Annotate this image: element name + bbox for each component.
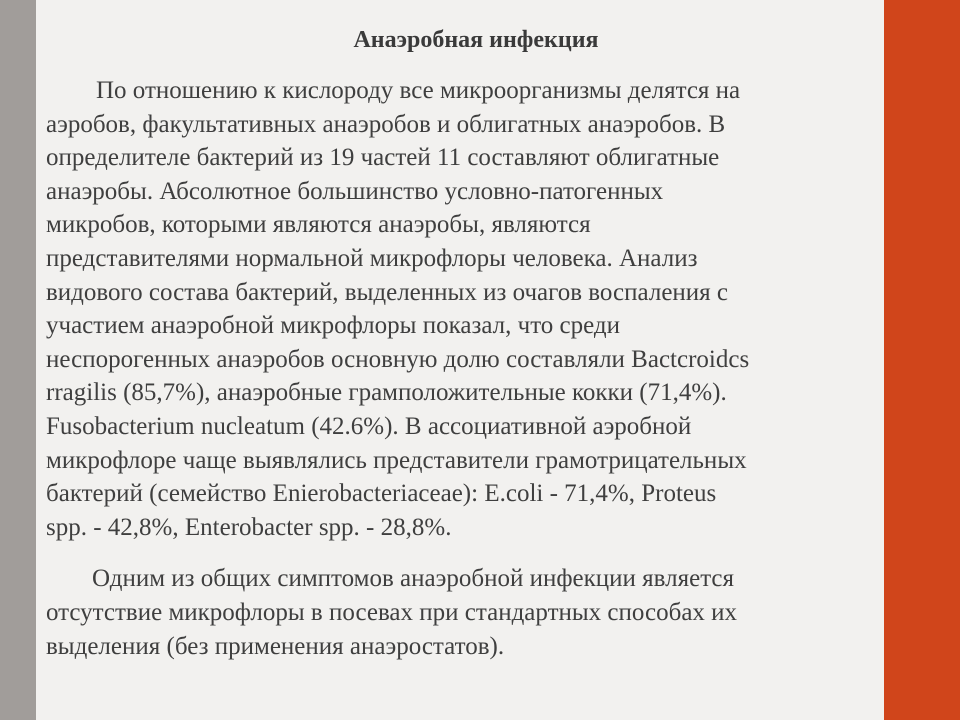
text-line: определителе бактерий из 19 частей 11 составляют облигатные xyxy=(46,144,720,172)
text-line: микробов, которыми являются анаэробы, являются xyxy=(46,211,591,239)
right-accent-bar xyxy=(884,0,960,720)
text-line: видового состава бактерий, выделенных из очагов воспаления с xyxy=(46,278,729,306)
paragraph-symptoms xyxy=(46,562,926,663)
text-line: участием анаэробной микрофлоры показал, что среди xyxy=(46,312,620,340)
slide-title: Анаэробная инфекция xyxy=(353,27,599,53)
text-line: представителями нормальной микрофлоры человека. Анализ xyxy=(46,244,698,272)
text-line: микрофлоре чаще выявлялись представители грамотрицательных xyxy=(46,446,747,474)
text-line: Fusobacterium nucleatum (42.6%). В ассоциативной аэробной xyxy=(46,412,692,440)
text-line: анаэробы. Абсолютное большинство условно-патогенных xyxy=(46,177,664,205)
left-accent-bar xyxy=(0,0,36,720)
slide-content xyxy=(46,24,926,663)
text-line: rragilis (85,7%), анаэробные грамположительные кокки (71,4%). xyxy=(46,379,727,407)
text-line: spp. - 42,8%, Enterobacter spp. - 28,8%. xyxy=(46,513,452,541)
text-line: По отношению к кислороду все микроорганизмы делятся на xyxy=(96,77,741,104)
text-line: выделения (без применения анаэростатов). xyxy=(46,632,505,660)
text-line: бактерий (семейство Enierobacteriaceae): E.coli - 71,4%, Proteus xyxy=(46,480,717,508)
text-line: отсутствие микрофлоры в посевах при стандартных способах их xyxy=(46,598,738,626)
paragraph-oxygen-classification xyxy=(46,74,926,544)
text-line: Одним из общих симптомов анаэробной инфекции является xyxy=(92,565,735,593)
text-line: неспорогенных анаэробов основную долю составляли Bactcroidcs xyxy=(46,345,750,373)
text-line: аэробов, факультативных анаэробов и облигатных анаэробов. В xyxy=(46,110,726,138)
